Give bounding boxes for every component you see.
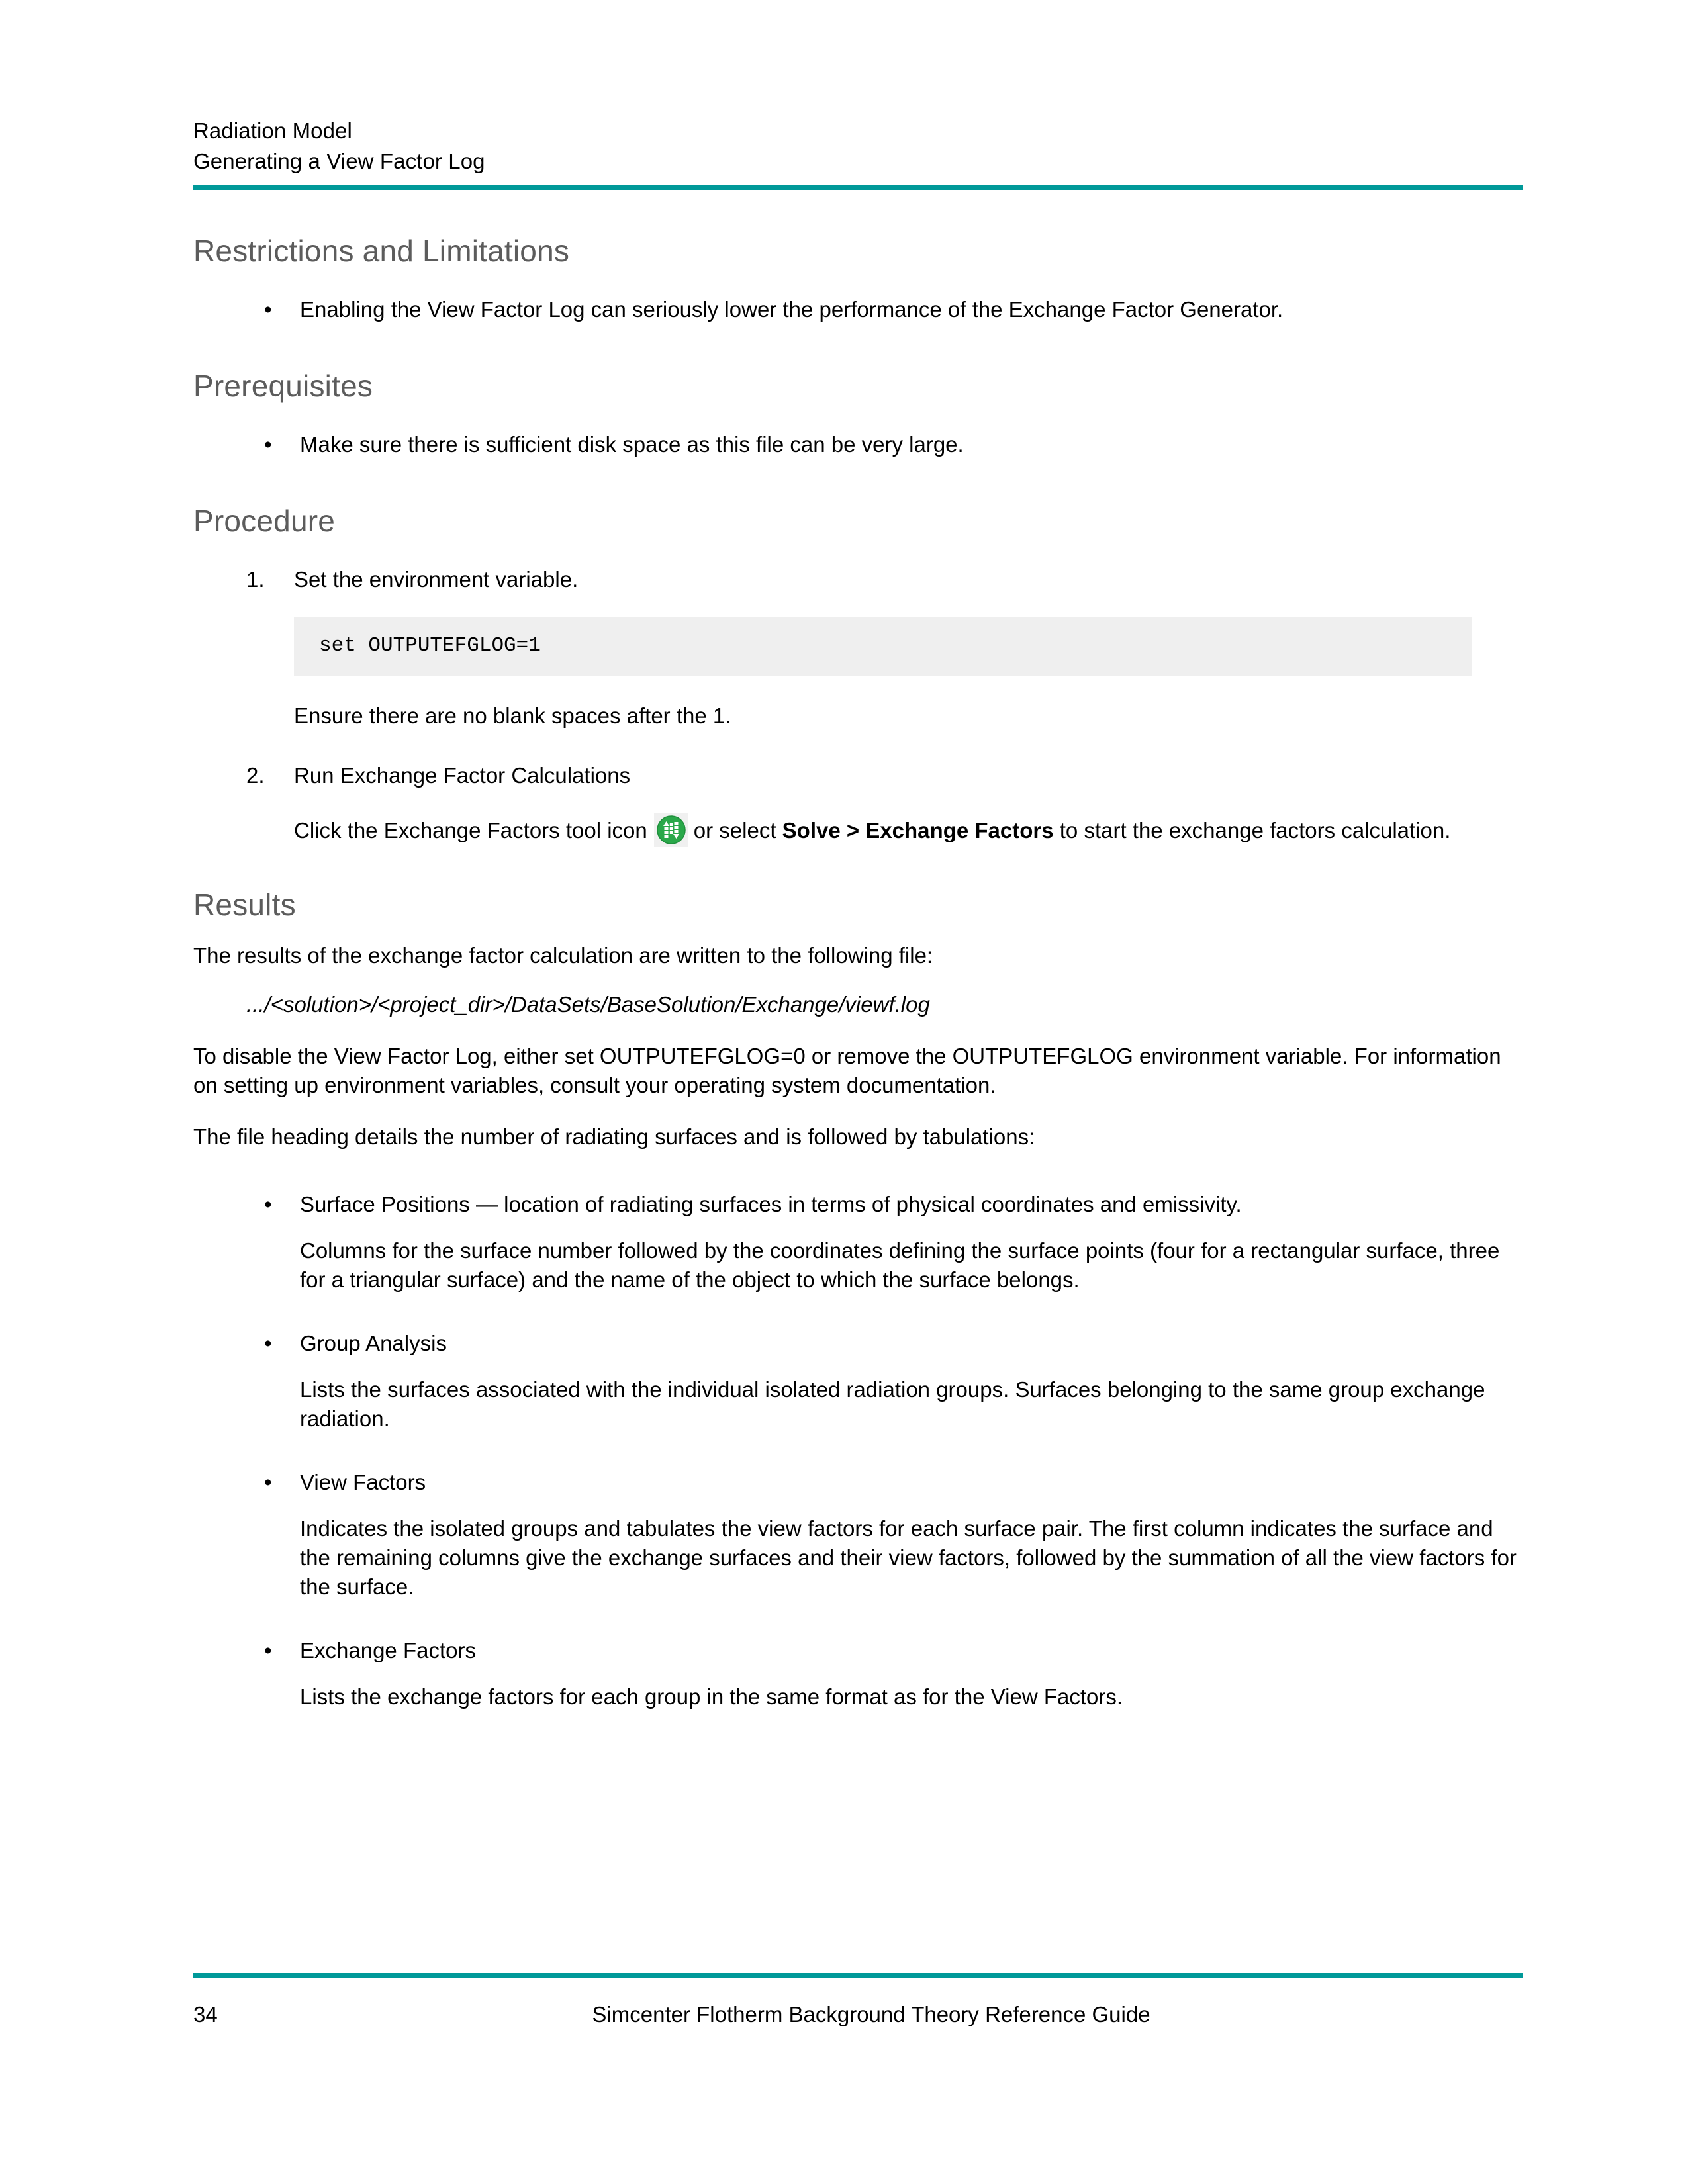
running-header bbox=[193, 116, 1523, 190]
footer-rule bbox=[193, 1973, 1523, 1978]
heading-prerequisites: Prerequisites bbox=[193, 369, 373, 403]
results-heading-paragraph: The file heading details the number of radiating surfaces and is followed by tabulations: bbox=[193, 1124, 1035, 1149]
list-item-description: Indicates the isolated groups and tabulates the view factors for each surface pair. The first column indicates the surface and the remaining columns give the exchange surfaces and their view factors, followed by the summation of all the view factors for the surface. bbox=[300, 1516, 1517, 1599]
tabulations-list-item-1 bbox=[193, 1190, 1523, 1219]
list-item-text: Make sure there is sufficient disk space as this file can be very large. bbox=[300, 432, 964, 457]
tabulations-list-item-2 bbox=[193, 1329, 1523, 1358]
header-rule bbox=[193, 185, 1523, 190]
procedure-step-list-2 bbox=[193, 761, 1523, 790]
list-item bbox=[258, 1190, 1523, 1219]
heading-restrictions-and-limitations: Restrictions and Limitations bbox=[193, 234, 570, 268]
bullet-glyph: • bbox=[264, 297, 272, 322]
list-item bbox=[258, 430, 1523, 459]
bullet-glyph: • bbox=[264, 1638, 272, 1662]
procedure-step-1 bbox=[246, 565, 1523, 594]
list-item bbox=[258, 1468, 1523, 1497]
procedure-step-list bbox=[193, 565, 1523, 594]
list-item-description: Columns for the surface number followed by the coordinates defining the surface points (four for a rectangular surface, three for a triangular surface) and the name of the object to which the surface belongs. bbox=[300, 1238, 1500, 1292]
prerequisites-bullet-list bbox=[193, 430, 1523, 459]
footer-guide-title: Simcenter Flotherm Background Theory Reference Guide bbox=[592, 2002, 1150, 2026]
step-1-note: Ensure there are no blank spaces after the 1. bbox=[294, 704, 731, 728]
step-2-body bbox=[294, 813, 1523, 847]
heading-results: Results bbox=[193, 887, 296, 922]
results-file-path: .../<solution>/<project_dir>/DataSets/BaseSolution/Exchange/viewf.log bbox=[246, 992, 930, 1017]
footer-page-number: 34 bbox=[193, 2002, 218, 2026]
list-item-label: Exchange Factors bbox=[300, 1638, 476, 1662]
list-item-label: View Factors bbox=[300, 1470, 426, 1494]
tabulations-list-item-3 bbox=[193, 1468, 1523, 1497]
step-text: Set the environment variable. bbox=[294, 567, 579, 592]
list-item bbox=[258, 1329, 1523, 1358]
code-text: set OUTPUTEFGLOG=1 bbox=[319, 634, 541, 657]
results-disable-paragraph: To disable the View Factor Log, either set OUTPUTEFGLOG=0 or remove the OUTPUTEFGLOG environment variable. For information on setting up environment variables, consult your operating system documentation. bbox=[193, 1044, 1501, 1097]
list-item-label: Group Analysis bbox=[300, 1331, 447, 1355]
bullet-glyph: • bbox=[264, 1192, 272, 1216]
exchange-factors-tool-icon[interactable] bbox=[654, 813, 688, 847]
step-2-text-pre: Click the Exchange Factors tool icon bbox=[294, 818, 647, 842]
heading-procedure: Procedure bbox=[193, 504, 336, 538]
code-block-set-env-var bbox=[294, 617, 1472, 676]
header-section-title: Generating a View Factor Log bbox=[193, 149, 485, 173]
step-2-text-post: to start the exchange factors calculation. bbox=[1059, 818, 1451, 842]
list-item bbox=[258, 295, 1523, 324]
bullet-glyph: • bbox=[264, 1470, 272, 1494]
tabulations-list-item-4 bbox=[193, 1636, 1523, 1665]
restrictions-bullet-list bbox=[193, 295, 1523, 324]
step-number: 2. bbox=[246, 763, 265, 788]
procedure-step-2 bbox=[246, 761, 1523, 790]
bullet-glyph: • bbox=[264, 1331, 272, 1355]
step-2-text-mid: or select bbox=[693, 818, 776, 842]
step-text: Run Exchange Factor Calculations bbox=[294, 763, 631, 788]
step-number: 1. bbox=[246, 567, 265, 592]
list-item-label: Surface Positions — location of radiating surfaces in terms of physical coordinates and emissivity. bbox=[300, 1192, 1242, 1216]
list-item-text: Enabling the View Factor Log can seriously lower the performance of the Exchange Factor Generator. bbox=[300, 297, 1284, 322]
page-footer bbox=[193, 1973, 1523, 2030]
list-item-description: Lists the surfaces associated with the individual isolated radiation groups. Surfaces belonging to the same group exchange radiation. bbox=[300, 1377, 1485, 1431]
list-item-description: Lists the exchange factors for each group in the same format as for the View Factors. bbox=[300, 1684, 1123, 1709]
list-item bbox=[258, 1636, 1523, 1665]
menu-path-solve-exchange-factors: Solve > Exchange Factors bbox=[782, 818, 1054, 842]
footer-row bbox=[193, 1999, 1523, 2030]
page-content bbox=[193, 232, 1523, 1711]
bullet-glyph: • bbox=[264, 432, 272, 457]
results-intro-paragraph: The results of the exchange factor calculation are written to the following file: bbox=[193, 943, 933, 968]
header-chapter-title: Radiation Model bbox=[193, 118, 352, 143]
